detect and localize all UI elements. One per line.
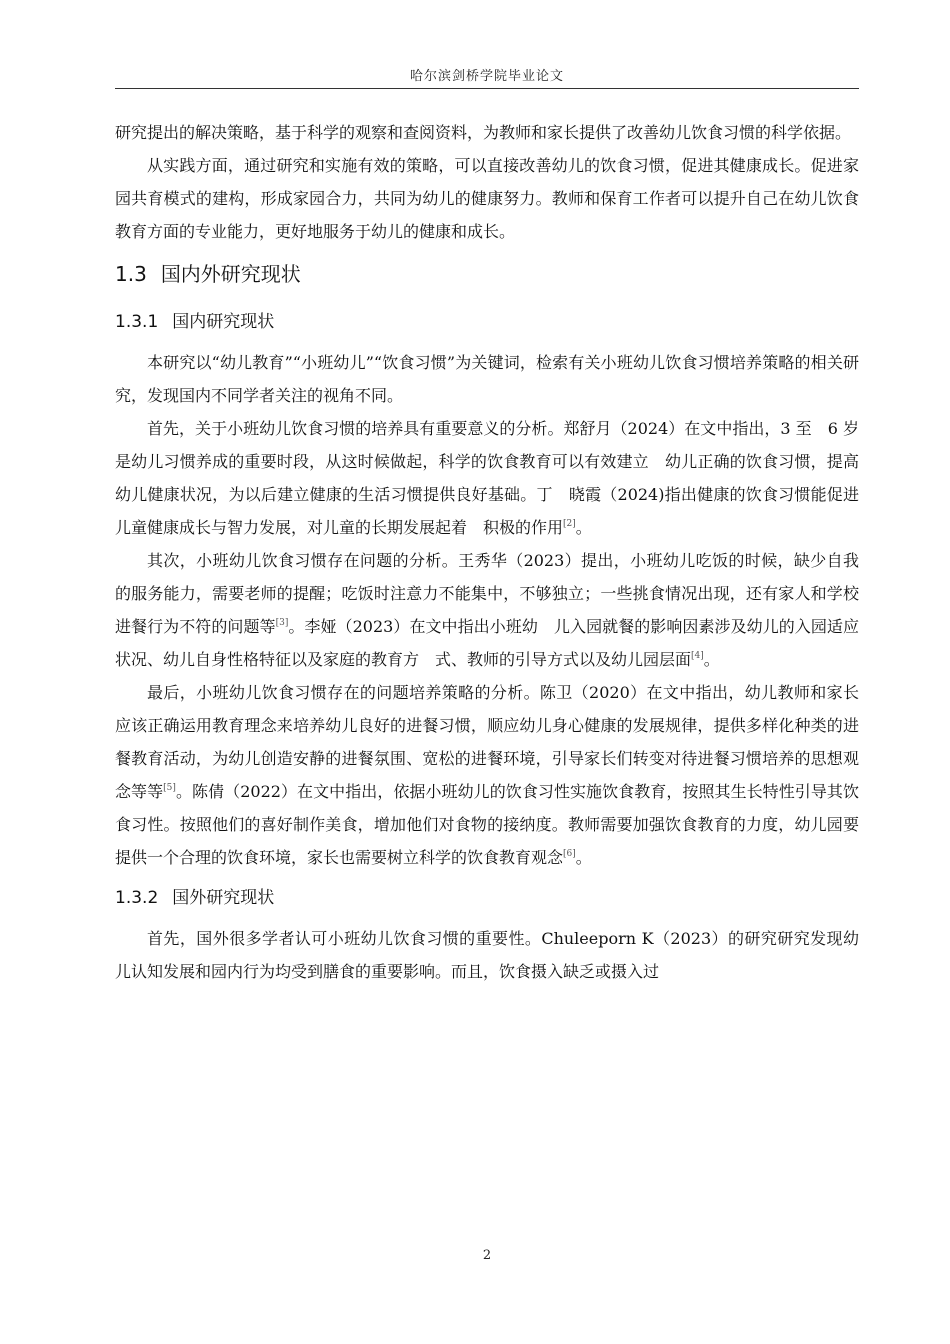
paragraph: 从实践方面，通过研究和实施有效的策略，可以直接改善幼儿的饮食习惯，促进其健康成长。促进家园共育模式的建构，形成家园合力，共同为幼儿的健康努力。教师和保育工作者可以提升自己在幼儿饮食教育方面的专业能力，更好地服务于幼儿的健康和成长。	[115, 156, 859, 241]
paragraph-text: 。	[575, 848, 592, 867]
section-number: 1.3.2	[115, 888, 159, 908]
paragraph	[115, 676, 859, 874]
section-title: 国内外研究现状	[160, 262, 301, 286]
running-header: 哈尔滨剑桥学院毕业论文	[409, 69, 564, 84]
section-heading-1-3-2	[115, 876, 859, 920]
paragraph-text: 最后，小班幼儿饮食习惯存在的问题培养策略的分析。陈卫（2020）在文中指出，幼儿教师和家长应该正确运用教育理念来培养幼儿良好的进餐习惯，顺应幼儿身心健康的发展规律，提供多样化种类的进餐教育活动，为幼儿创造安静的进餐氛围、宽松的进餐环境，引导家长们转变对待进餐习惯培养的思想观念等等	[115, 683, 859, 801]
paragraph-text: 其次，小班幼儿饮食习惯存在问题的分析。王秀华（2023）提出，小班幼儿吃饭的时候，缺少自我的服务能力，需要老师的提醒；吃饭时注意力不能集中，不够独立；一些挑食情况出现，还有家人和学校进餐行为不符的问题等	[115, 551, 859, 636]
paragraph: 研究提出的解决策略，基于科学的观察和查阅资料，为教师和家长提供了改善幼儿饮食习惯的科学依据。	[115, 123, 852, 142]
section-heading-1-3	[115, 250, 859, 298]
citation-ref: [3]	[275, 618, 289, 628]
paragraph-text: 。陈倩（2022）在文中指出，依据小班幼儿的饮食习性实施饮食教育，按照其生长特性引导其饮食习性。按照他们的喜好制作美食，增加他们对食物的接纳度。教师需要加强饮食教育的力度，幼儿园要提供一个合理的饮食环境，家长也需要树立科学的饮食教育观念	[115, 782, 859, 867]
citation-ref: [2]	[563, 519, 576, 529]
page-number: 2	[482, 1248, 492, 1263]
body-content	[115, 116, 859, 988]
section-number: 1.3	[115, 262, 147, 286]
paragraph-text: 首先，关于小班幼儿饮食习惯的培养具有重要意义的分析。郑舒月（2024）在文中指出，3 至 6 岁是幼儿习惯养成的重要时段，从这时候做起，科学的饮食教育可以有效建立 幼儿正确的饮食习惯，提高幼儿健康状况，为以后建立健康的生活习惯提供良好基础。丁 晓霞（2024)指出健康的饮食习惯能促进儿童健康成长与智力发展，对儿童的长期发展起着 积极的作用	[115, 419, 859, 537]
citation-ref: [6]	[563, 849, 576, 859]
section-number: 1.3.1	[115, 312, 159, 332]
citation-ref: [5]	[163, 783, 176, 793]
paragraph	[115, 412, 859, 544]
paragraph	[115, 544, 859, 676]
header-divider	[115, 88, 859, 89]
section-heading-1-3-1	[115, 300, 859, 344]
paragraph-text: 。	[703, 650, 720, 669]
paragraph-text: 。	[575, 518, 592, 537]
paragraph-text: 。李娅（2023）在文中指出小班幼 儿入园就餐的影响因素涉及幼儿的入园适应状况、幼儿自身性格特征以及家庭的教育方 式、教师的引导方式以及幼儿园层面	[115, 617, 859, 669]
paragraph: 首先，国外很多学者认可小班幼儿饮食习惯的重要性。Chuleeporn K（2023）的研究研究发现幼儿认知发展和园内行为均受到膳食的重要影响。而且，饮食摄入缺乏或摄入过	[115, 929, 859, 981]
citation-ref: [4]	[691, 651, 704, 661]
section-title: 国内研究现状	[172, 312, 275, 332]
paragraph: 本研究以“幼儿教育”“小班幼儿”“饮食习惯”为关键词，检索有关小班幼儿饮食习惯培养策略的相关研究，发现国内不同学者关注的视角不同。	[115, 353, 859, 405]
section-title: 国外研究现状	[172, 888, 275, 908]
